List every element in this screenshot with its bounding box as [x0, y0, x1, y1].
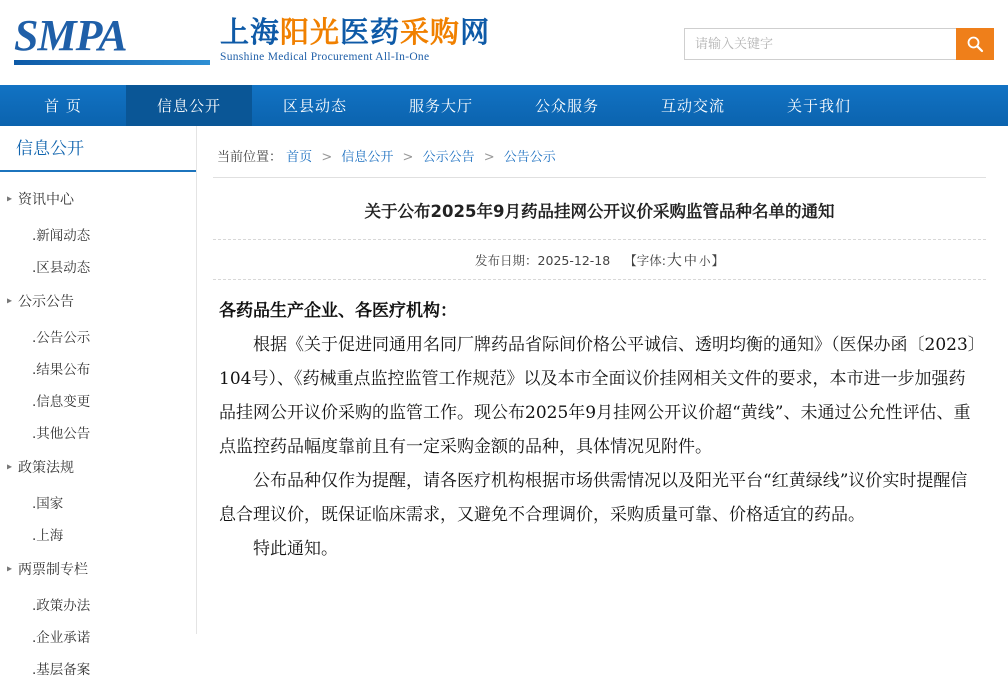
publish-date-label: 发布日期： — [475, 253, 538, 269]
nav-item-2[interactable]: 区县动态 — [282, 97, 347, 115]
font-size-label-end: 】 — [711, 253, 724, 269]
sidebar-item-guojia[interactable]: .国家 — [32, 496, 64, 512]
logo-english-subtitle: Sunshine Medical Procurement All-In-One — [220, 51, 430, 63]
chevron-right-icon: ▸ — [7, 295, 13, 307]
nav-item-5[interactable]: 互动交流 — [660, 97, 725, 115]
chevron-right-icon: ▸ — [7, 193, 13, 205]
sidebar-item-jicengbeian[interactable]: .基层备案 — [32, 662, 91, 678]
logo-cn-2: 阳光 — [280, 15, 341, 49]
content-area — [197, 126, 1008, 634]
sidebar-item-label: 两票制专栏 — [18, 562, 88, 578]
logo-underline-bar — [14, 60, 210, 65]
font-size-label: 【字体: — [624, 253, 666, 269]
font-size-large-button[interactable]: 大 — [666, 251, 682, 270]
sidebar-group-zixunzhongxin[interactable] — [0, 180, 196, 218]
sidebar-list — [0, 172, 196, 684]
logo-cn-3: 医药 — [340, 15, 401, 49]
article-paragraph-1: 根据《关于促进同通用名同厂牌药品省际间价格公平诚信、透明均衡的通知》（医保办函〔2023〕104号）、《药械重点监控监管工作规范》以及本市全面议价挂网相关文件的要求，本市进一步加强药品挂网公开议价采购的监管工作。现公布2025年9月挂网公开议价超“黄线”、未通过公允性评估、重点监控药品幅度靠前且有一定采购金额的品种，具体情况见附件。 — [219, 335, 977, 458]
chevron-right-icon: ▸ — [7, 461, 13, 473]
article-paragraph-2: 公布品种仅作为提醒，请各医疗机构根据市场供需情况以及阳光平台“红黄绿线”议价实时提醒信息合理议价，既保证临床需求，又避免不合理调价，采购质量可靠、价格适宜的药品。 — [219, 471, 968, 526]
logo-chinese-name — [220, 16, 490, 48]
sidebar-item-shanghai[interactable]: .上海 — [32, 528, 64, 544]
search-button[interactable] — [956, 28, 994, 60]
search-icon — [966, 35, 984, 53]
sidebar-item-qiyechengnuo[interactable]: .企业承诺 — [32, 630, 91, 646]
chevron-right-icon: ▸ — [7, 563, 13, 575]
article-paragraph-3: 特此通知。 — [253, 539, 338, 560]
article-body — [213, 286, 986, 566]
breadcrumb-item-2[interactable]: 公示公告 — [422, 150, 475, 165]
sidebar-group-liangpiaozhi[interactable] — [0, 550, 196, 588]
breadcrumb-prefix: 当前位置： — [217, 150, 283, 165]
logo-cn-5: 网 — [460, 15, 491, 49]
breadcrumb-item-1[interactable]: 信息公开 — [341, 150, 394, 165]
font-size-small-button[interactable]: 小 — [698, 254, 711, 269]
sidebar-item-jieguogongbu[interactable]: .结果公布 — [32, 362, 91, 378]
nav-item-1[interactable]: 信息公开 — [126, 85, 252, 126]
logo-cn-1: 上海 — [220, 15, 281, 49]
page-title: 关于公布2025年9月药品挂网公开议价采购监管品种名单的通知 — [364, 202, 835, 221]
sidebar-group-zhengcefagui[interactable] — [0, 448, 196, 486]
main-navigation — [0, 85, 1008, 126]
breadcrumb-separator: > — [321, 150, 333, 165]
breadcrumb-item-3[interactable]: 公告公示 — [503, 150, 556, 165]
sidebar-item-qitagonggao[interactable]: .其他公告 — [32, 426, 91, 442]
sidebar-item-zhengcebanfa[interactable]: .政策办法 — [32, 598, 91, 614]
logo-acronym: SMPA — [14, 11, 127, 60]
nav-item-6[interactable]: 关于我们 — [786, 97, 851, 115]
nav-item-3[interactable]: 服务大厅 — [408, 97, 473, 115]
breadcrumb — [213, 126, 986, 178]
sidebar-item-quxiandongtai[interactable]: .区县动态 — [32, 260, 91, 276]
font-size-controls — [624, 253, 724, 268]
breadcrumb-item-0[interactable]: 首页 — [286, 150, 313, 165]
nav-item-4[interactable]: 公众服务 — [534, 97, 599, 115]
sidebar-group-gongshigonggao[interactable] — [0, 282, 196, 320]
search-box[interactable] — [684, 28, 994, 60]
nav-item-0[interactable]: 首 页 — [44, 97, 82, 115]
sidebar-title: 信息公开 — [0, 126, 196, 172]
sidebar — [0, 126, 197, 678]
article-paragraph-0: 各药品生产企业、各医疗机构： — [219, 301, 457, 322]
site-header — [0, 0, 1008, 85]
page-body — [0, 126, 1008, 678]
font-size-medium-button[interactable]: 中 — [683, 254, 697, 270]
site-logo[interactable] — [14, 11, 491, 65]
logo-cn-4: 采购 — [400, 15, 461, 49]
search-input[interactable] — [684, 28, 956, 60]
sidebar-item-xinwendongtai[interactable]: .新闻动态 — [32, 228, 91, 244]
breadcrumb-separator: > — [483, 150, 495, 165]
sidebar-item-label: 政策法规 — [18, 460, 74, 476]
sidebar-item-xinxibiangeng[interactable]: .信息变更 — [32, 394, 91, 410]
breadcrumb-separator: > — [402, 150, 414, 165]
article-meta — [213, 239, 986, 280]
publish-date-value: 2025-12-18 — [537, 253, 611, 269]
sidebar-item-label: 资讯中心 — [18, 192, 74, 208]
sidebar-item-label: 公示公告 — [18, 294, 74, 310]
sidebar-item-gonggaogongshi[interactable]: .公告公示 — [32, 330, 91, 346]
